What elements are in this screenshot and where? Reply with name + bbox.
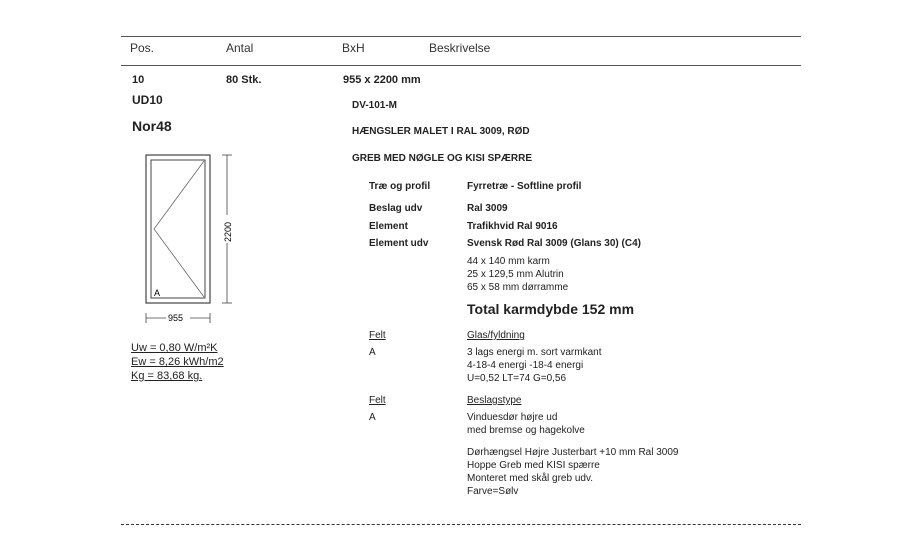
glass-column-header: Glas/fyldning xyxy=(467,330,525,341)
glass-felt-header: Felt xyxy=(369,330,386,341)
sash-label: A xyxy=(154,288,161,298)
glass-line-2: U=0,52 LT=74 G=0,56 xyxy=(467,373,567,384)
hardware-line-0: Vinduesdør højre ud xyxy=(467,412,558,423)
item-line1: HÆNGSLER MALET I RAL 3009, RØD xyxy=(352,126,530,137)
perf-ew: Ew = 8,26 kWh/m2 xyxy=(131,356,224,368)
hardware-column-header: Beslagstype xyxy=(467,395,522,406)
door-opening-lines xyxy=(154,161,204,297)
glass-felt: A xyxy=(369,347,376,358)
item-model: Nor48 xyxy=(132,118,172,134)
spec-label-2: Element xyxy=(369,221,408,232)
glass-line-0: 3 lags energi m. sort varmkant xyxy=(467,347,602,358)
item-ref: DV-101-M xyxy=(352,100,398,111)
spec-value-0: Fyrretræ - Softline profil xyxy=(467,181,582,192)
height-dim-label: 2200 xyxy=(223,221,233,242)
door-frame-outer xyxy=(146,155,210,303)
spec-label-3: Element udv xyxy=(369,238,429,249)
header-rule xyxy=(121,65,801,66)
spec-value-1: Ral 3009 xyxy=(467,203,508,214)
hardware-felt-header: Felt xyxy=(369,395,386,406)
hardware-line-1: med bremse og hagekolve xyxy=(467,425,585,436)
col-bxh-header: BxH xyxy=(342,41,365,55)
perf-uw: Uw = 0,80 W/m²K xyxy=(131,342,218,354)
door-frame-inner xyxy=(151,160,205,298)
hardware-extra-2: Monteret med skål greb udv. xyxy=(467,473,593,484)
door-drawing xyxy=(138,150,258,330)
spec-value-3: Svensk Rød Ral 3009 (Glans 30) (C4) xyxy=(467,238,641,249)
dim-line-1: 25 x 129,5 mm Alutrin xyxy=(467,269,564,280)
width-dim-label: 955 xyxy=(168,313,184,323)
col-antal-header: Antal xyxy=(226,41,254,55)
spec-label-1: Beslag udv xyxy=(369,203,423,214)
spec-label-0: Træ og profil xyxy=(369,181,431,192)
spec-value-2: Trafikhvid Ral 9016 xyxy=(467,221,558,232)
hardware-extra-1: Hoppe Greb med KISI spærre xyxy=(467,460,600,471)
item-pos: 10 xyxy=(132,74,145,86)
top-rule xyxy=(121,36,801,37)
perf-kg: Kg = 83,68 kg. xyxy=(131,370,203,382)
bottom-separator xyxy=(121,524,801,525)
item-code: UD10 xyxy=(132,93,163,107)
hardware-felt: A xyxy=(369,412,376,423)
glass-line-1: 4-18-4 energi -18-4 energi xyxy=(467,360,584,371)
total-depth: Total karmdybde 152 mm xyxy=(467,301,635,317)
item-antal: 80 Stk. xyxy=(226,74,262,86)
hardware-extra-0: Dørhængsel Højre Justerbart +10 mm Ral 3009 xyxy=(467,447,679,458)
col-beskrivelse-header: Beskrivelse xyxy=(429,41,491,55)
item-line2: GREB MED NØGLE OG KISI SPÆRRE xyxy=(352,153,533,164)
item-size: 955 x 2200 mm xyxy=(343,74,421,86)
hardware-extra-3: Farve=Sølv xyxy=(467,486,519,497)
dim-line-0: 44 x 140 mm karm xyxy=(467,256,550,267)
col-pos-header: Pos. xyxy=(130,41,155,55)
dim-line-2: 65 x 58 mm dørramme xyxy=(467,282,569,293)
